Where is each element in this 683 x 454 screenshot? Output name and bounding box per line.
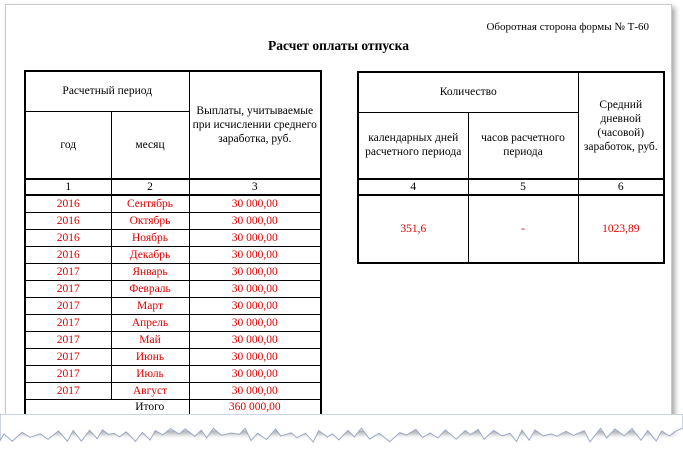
- table-row: [25, 314, 321, 331]
- row-month: Август: [111, 382, 189, 399]
- row-month: Апрель: [111, 314, 189, 331]
- row-year: 2016: [25, 195, 111, 212]
- document-title: Расчет оплаты отпуска: [267, 38, 409, 53]
- row-month: Декабрь: [111, 246, 189, 263]
- row-amount: 30 000,00: [189, 331, 321, 348]
- col-number-3: 3: [189, 179, 321, 195]
- row-amount: 30 000,00: [189, 212, 321, 229]
- form-sheet: [5, 4, 672, 431]
- row-amount: 30 000,00: [189, 280, 321, 297]
- header-calendar-days: календарных дней расчетного периода: [358, 112, 468, 179]
- row-month: Июль: [111, 365, 189, 382]
- table-row: [25, 212, 321, 229]
- row-month: Июнь: [111, 348, 189, 365]
- row-amount: 30 000,00: [189, 195, 321, 212]
- row-year: 2016: [25, 246, 111, 263]
- row-year: 2016: [25, 229, 111, 246]
- form-reference: Оборотная сторона формы № Т-60: [486, 21, 649, 33]
- col-number-6: 6: [578, 179, 664, 195]
- row-year: 2017: [25, 365, 111, 382]
- row-month: Январь: [111, 263, 189, 280]
- col-number-5: 5: [468, 179, 578, 195]
- table-row: [25, 382, 321, 399]
- total-value: 360 000,00: [189, 399, 321, 416]
- row-month: Май: [111, 331, 189, 348]
- table-row: [25, 246, 321, 263]
- calendar-days-value: 351,6: [358, 195, 468, 263]
- payments-table: [24, 70, 322, 417]
- header-year: год: [25, 111, 111, 179]
- header-average: Средний дневной (часовой) заработок, руб.: [578, 72, 664, 179]
- row-month: Февраль: [111, 280, 189, 297]
- table-row: [25, 263, 321, 280]
- row-amount: 30 000,00: [189, 246, 321, 263]
- row-month: Октябрь: [111, 212, 189, 229]
- torn-edge-decoration: [0, 414, 683, 454]
- row-month: Сентябрь: [111, 195, 189, 212]
- table-row: [25, 195, 321, 212]
- row-amount: 30 000,00: [189, 314, 321, 331]
- row-amount: 30 000,00: [189, 365, 321, 382]
- hours-value: -: [468, 195, 578, 263]
- row-month: Ноябрь: [111, 229, 189, 246]
- col-number-1: 1: [25, 179, 111, 195]
- row-year: 2017: [25, 263, 111, 280]
- average-earnings-value: 1023,89: [578, 195, 664, 263]
- header-period: Расчетный период: [25, 71, 189, 111]
- row-amount: 30 000,00: [189, 297, 321, 314]
- row-amount: 30 000,00: [189, 229, 321, 246]
- header-month: месяц: [111, 111, 189, 179]
- row-year: 2017: [25, 280, 111, 297]
- table-row: [25, 348, 321, 365]
- header-quantity: Количество: [358, 72, 578, 112]
- row-year: 2017: [25, 348, 111, 365]
- col-number-2: 2: [111, 179, 189, 195]
- row-month: Март: [111, 297, 189, 314]
- table-row: [25, 331, 321, 348]
- row-year: 2017: [25, 297, 111, 314]
- row-amount: 30 000,00: [189, 382, 321, 399]
- row-year: 2017: [25, 382, 111, 399]
- table-row: [25, 280, 321, 297]
- row-amount: 30 000,00: [189, 263, 321, 280]
- header-hours: часов расчетного периода: [468, 112, 578, 179]
- row-year: 2016: [25, 212, 111, 229]
- table-row: [25, 297, 321, 314]
- table-row: [25, 229, 321, 246]
- payment-rows: [25, 195, 321, 399]
- quantity-table: [357, 71, 665, 264]
- col-number-4: 4: [358, 179, 468, 195]
- table-row: [25, 365, 321, 382]
- row-amount: 30 000,00: [189, 348, 321, 365]
- row-year: 2017: [25, 314, 111, 331]
- total-label: Итого: [111, 399, 189, 416]
- row-year: 2017: [25, 331, 111, 348]
- header-payments: Выплаты, учитываемые при исчислении среднего заработка, руб.: [189, 71, 321, 179]
